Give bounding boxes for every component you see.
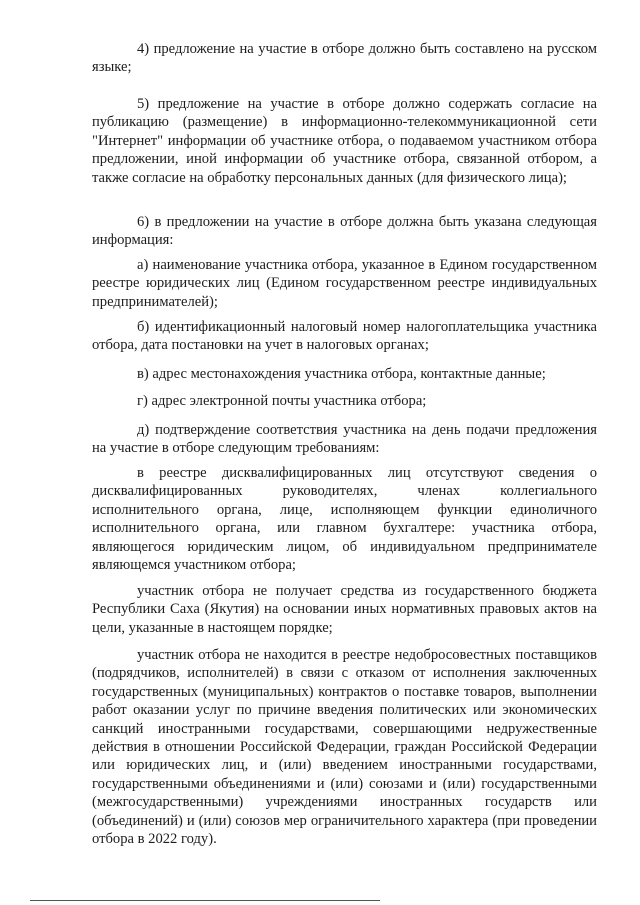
paragraph-item-4: 4) предложение на участие в отборе должно быть составлено на русском языке; <box>92 41 597 76</box>
paragraph-item-6: 6) в предложении на участие в отборе должна быть указана следующая информация: <box>92 214 597 249</box>
paragraph-requirement-disqualified: в реестре дисквалифицированных лиц отсутствуют сведения о дисквалифицированных руководителях, членах коллегиального исполнительного органа, лице, исполняющем функции единоличного исполнительного органа, или главном бухгалтере: участника отбора, являющегося юридическим лицом, об индивидуальном предпринимателе являющемся участником отбора; <box>92 465 597 574</box>
paragraph-subitem-b: б) идентификационный налоговый номер налогоплательщика участника отбора, дата постановки на учет в налоговых органах; <box>92 319 597 354</box>
paragraph-subitem-g: г) адрес электронной почты участника отбора; <box>137 393 427 409</box>
paragraph-subitem-v: в) адрес местонахождения участника отбора, контактные данные; <box>137 366 546 382</box>
paragraph-requirement-registry: участник отбора не находится в реестре недобросовестных поставщиков (подрядчиков, исполнителей) в связи с отказом от исполнения заключенных государственных (муниципальных) контрактов о поставке товаров, выполнении работ оказании услуг по причине введения политических или экономических санкций иностранными государствами, совершающими недружественные действия в отношении Российской Федерации, граждан Российской Федерации или юридических лиц, и (или) введением иностранными государствами, государственными объединениями и (или) союзами и (или) государственными (межгосударственными) учреждениями иностранных государств или (объединений) и (или) союзов мер ограничительного характера (при проведении отбора в 2022 году). <box>92 647 597 848</box>
footer-divider <box>30 900 380 901</box>
paragraph-requirement-budget: участник отбора не получает средства из государственного бюджета Республики Саха (Якутия) на основании иных нормативных правовых актов на цели, указанные в настоящем порядке; <box>92 583 597 636</box>
paragraph-item-5: 5) предложение на участие в отборе должно содержать согласие на публикацию (размещение) в информационно-телекоммуникационной сети "Интернет" информации об участнике отбора, о подаваемом участником отбора предложении, иной информации об участнике отбора, связанной отбором, а также согласие на обработку персональных данных (для физического лица); <box>92 96 597 186</box>
paragraph-subitem-d: д) подтверждение соответствия участника на день подачи предложения на участие в отборе следующим требованиям: <box>92 422 597 457</box>
paragraph-subitem-a: а) наименование участника отбора, указанное в Едином государственном реестре юридических лиц (Едином государственном реестре индивидуальных предпринимателей); <box>92 257 597 310</box>
